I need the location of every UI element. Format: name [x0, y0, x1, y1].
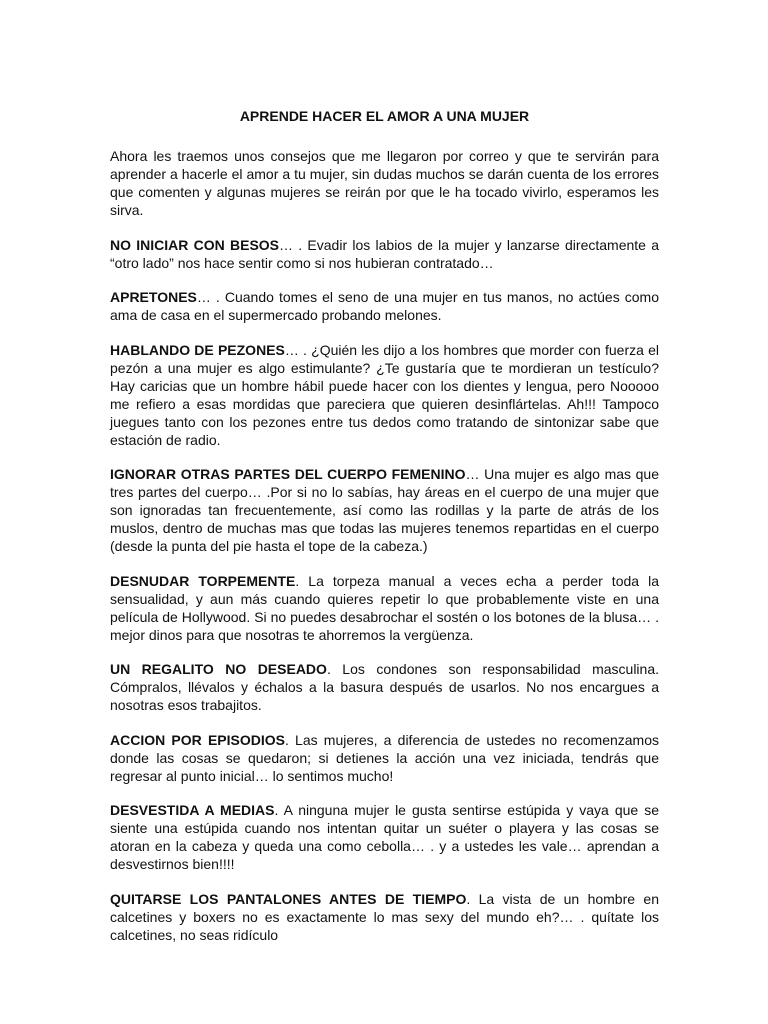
section-text: … . Cuando tomes el seno de una mujer en tus manos, no actúes como ama de casa en el supermercado probando melones.	[110, 289, 659, 323]
section-accion-por-episodios	[110, 731, 659, 785]
document-title: APRENDE HACER EL AMOR A UNA MUJER	[239, 108, 530, 124]
intro-paragraph: Ahora les traemos unos consejos que me llegaron por correo y que te servirán para aprender a hacerle el amor a tu mujer, sin dudas muchos se darán cuenta de los errores que comenten y algunas mujeres se reirán por que le ha tocado vivirlo, esperamos les sirva.	[110, 148, 659, 218]
section-text: . A ninguna mujer le gusta sentirse estúpida y vaya que se siente una estúpida cuando nos intentan quitar un suéter o playera y las cosas se atoran en la cabeza y queda una como cebolla… . y a ustedes les vale… aprendan a desvestirnos bien!!!!	[110, 802, 659, 872]
section-text: . Las mujeres, a diferencia de ustedes no recomenzamos donde las cosas se quedaron; si detienes la acción una vez iniciada, tendrás que regresar al punto inicial… lo sentimos mucho!	[110, 731, 660, 784]
document-page	[110, 107, 659, 960]
section-text: … Una mujer es algo mas que tres partes del cuerpo… .Por si no lo sabías, hay áreas en el cuerpo de una mujer que son ignoradas tan frecuentemente, así como las rodillas y la parte de atrás de los muslos, dentro de muchas mas que todas las mujeres tenemos repartidas en el cuerpo (desde la punta del pie hasta el tope de la cabeza.)	[110, 466, 660, 554]
section-heading: IGNORAR OTRAS PARTES DEL CUERPO FEMENINO	[110, 466, 466, 482]
section-desnudar-torpemente	[110, 572, 659, 644]
section-text: … . ¿Quién les dijo a los hombres que morder con fuerza el pezón a una mujer es algo estimulante? ¿Te gustaría que te mordieran un testículo? Hay caricias que un hombre hábil puede hacer con los dientes y lengua, pero Nooooo me refiero a esas mordidas que pareciera que quieren desinflártelas. Ah!!! Tampoco juegues tanto con los pezones entre tus dedos como tratando de sintonizar sabe que estación de radio.	[110, 341, 659, 448]
section-text: . La torpeza manual a veces echa a perder toda la sensualidad, y aun más cuando quieres repetir lo que probablemente viste en una película de Hollywood. Si no puedes desabrochar el sostén o los botones de la blusa… . mejor dinos para que nosotras te ahorremos la vergüenza.	[110, 572, 659, 643]
section-heading: HABLANDO DE PEZONES	[110, 341, 285, 358]
section-heading: UN REGALITO NO DESEADO	[110, 661, 327, 677]
section-heading: APRETONES	[110, 289, 197, 305]
section-heading: DESNUDAR TORPEMENTE	[110, 572, 296, 589]
section-apretones	[110, 288, 659, 324]
section-no-iniciar-con-besos	[110, 236, 659, 272]
section-text: … . Evadir los labios de la mujer y lanzarse directamente a “otro lado” nos hace sentir como si nos hubieran contratado…	[110, 236, 659, 271]
section-quitarse-los-pantalones	[110, 890, 659, 944]
section-hablando-de-pezones	[110, 341, 659, 449]
section-heading: DESVESTIDA A MEDIAS	[110, 802, 275, 818]
section-text: . Los condones son responsabilidad masculina. Cómpralos, llévalos y échalos a la basura después de usarlos. No nos encargues a nosotras esos trabajitos.	[110, 661, 660, 713]
section-un-regalito-no-deseado	[110, 660, 659, 714]
section-desvestida-a-medias	[110, 801, 659, 873]
section-heading: ACCION POR EPISODIOS	[110, 731, 285, 748]
section-text: . La vista de un hombre en calcetines y boxers no es exactamente lo mas sexy del mundo eh?… . quítate los calcetines, no seas ridículo	[110, 890, 659, 943]
section-ignorar-otras-partes	[110, 465, 659, 555]
section-heading: QUITARSE LOS PANTALONES ANTES DE TIEMPO	[110, 890, 467, 907]
section-heading: NO INICIAR CON BESOS	[110, 236, 280, 253]
